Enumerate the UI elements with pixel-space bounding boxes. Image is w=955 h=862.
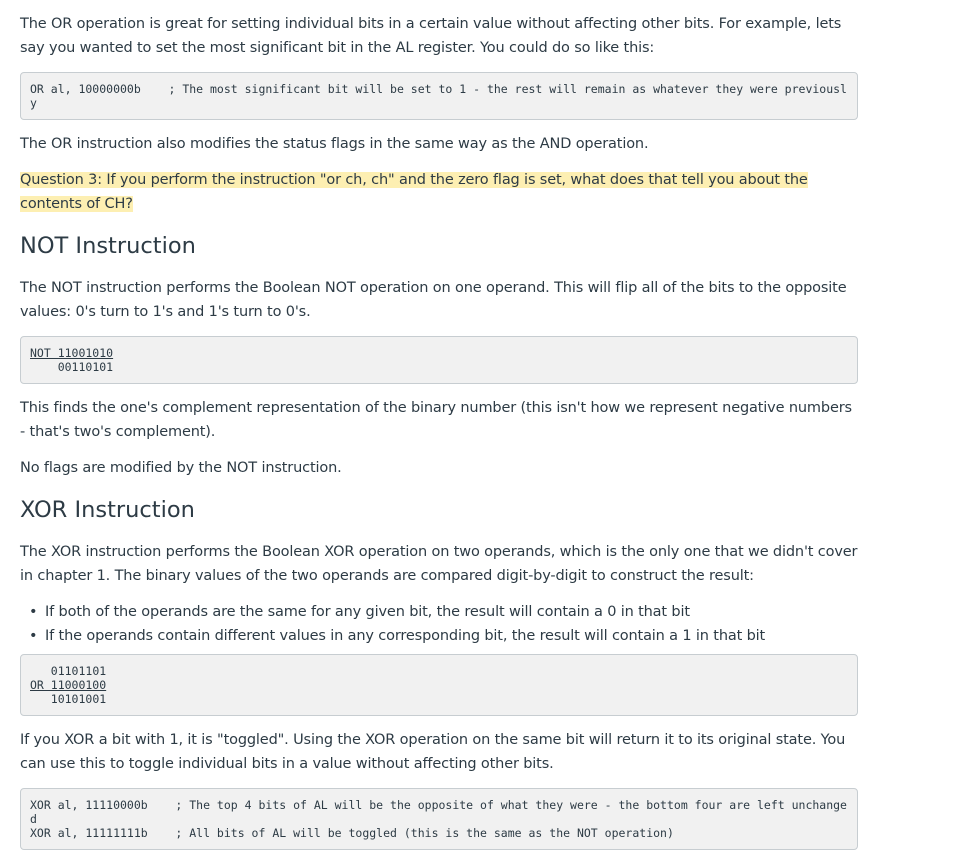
- or-code-block: [20, 72, 858, 120]
- not-instruction-heading: NOT Instruction: [20, 233, 196, 259]
- xor-code-line-2: OR 11000100: [30, 678, 107, 692]
- not-intro-paragraph: The NOT instruction performs the Boolean NOT operation on one operand. This will flip all of the bits to the opposite values: 0's turn to 1's and 1's turn to 0's.: [20, 280, 847, 320]
- not-flags-paragraph: No flags are modified by the NOT instruction.: [20, 460, 342, 476]
- xor-asm-code-block: [20, 788, 858, 850]
- question-3-highlight: Question 3: If you perform the instruction "or ch, ch" and the zero flag is set, what does that tell you about the contents of CH?: [20, 172, 808, 212]
- xor-asm-line-2: XOR al, 11111111b ; All bits of AL will be toggled (this is the same as the NOT operation): [30, 826, 674, 840]
- question-3-paragraph: [20, 168, 858, 216]
- or-flags-paragraph: The OR instruction also modifies the status flags in the same way as the AND operation.: [20, 136, 649, 152]
- list-item: • If both of the operands are the same for any given bit, the result will contain a 0 in that bit: [45, 600, 883, 624]
- or-intro-paragraph: The OR operation is great for setting individual bits in a certain value without affecting other bits. For example, lets say you wanted to set the most significant bit in the AL register. You could do so like this:: [20, 16, 842, 56]
- xor-rules-list: [20, 600, 883, 648]
- xor-binary-code-block: [20, 654, 858, 716]
- xor-code-line-3: 10101001: [30, 692, 107, 706]
- not-complement-paragraph: This finds the one's complement representation of the binary number (this isn't how we represent negative numbers - that's two's complement).: [20, 400, 852, 440]
- xor-toggle-paragraph: If you XOR a bit with 1, it is "toggled". Using the XOR operation on the same bit will return it to its original state. You can use this to toggle individual bits in a value without affecting other bits.: [20, 732, 846, 772]
- xor-instruction-heading: XOR Instruction: [20, 497, 195, 523]
- not-code-line-1: NOT 11001010: [30, 346, 114, 360]
- xor-code-line-1: 01101101: [30, 664, 107, 678]
- not-code-block: [20, 336, 858, 384]
- or-code-line: OR al, 10000000b ; The most significant bit will be set to 1 - the rest will remain as whatever they were previously: [30, 82, 847, 110]
- list-item: • If the operands contain different values in any corresponding bit, the result will contain a 1 in that bit: [45, 624, 883, 648]
- not-code-line-2: 00110101: [30, 360, 114, 374]
- xor-intro-paragraph: The XOR instruction performs the Boolean XOR operation on two operands, which is the only one that we didn't cover in chapter 1. The binary values of the two operands are compared digit-by-digit to construct the result:: [20, 544, 858, 584]
- xor-asm-line-1: XOR al, 11110000b ; The top 4 bits of AL will be the opposite of what they were - the bottom four are left unchanged: [30, 798, 847, 826]
